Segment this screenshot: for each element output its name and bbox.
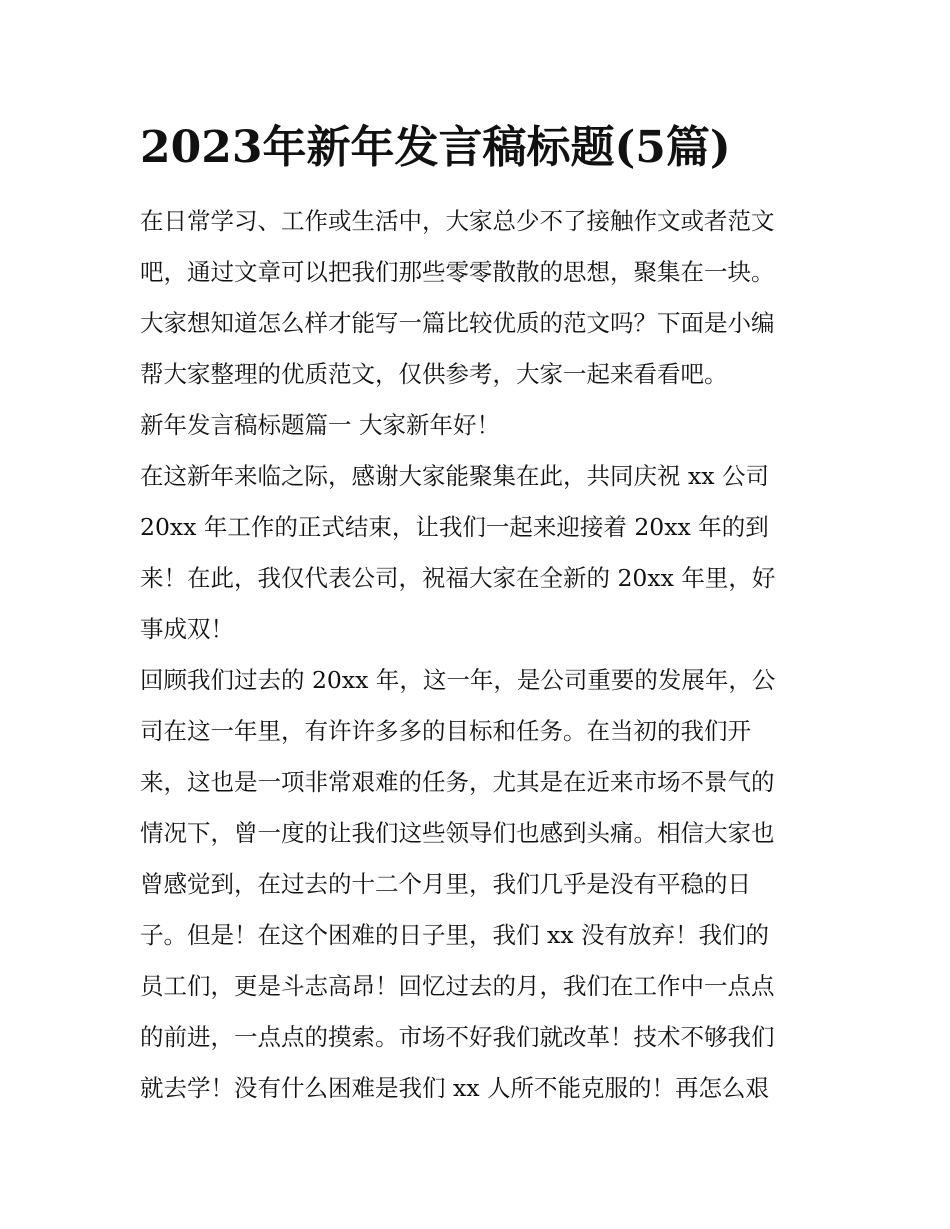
section-heading: 新年发言稿标题篇一 大家新年好！ — [140, 411, 500, 439]
body-line: 在日常学习、工作或生活中，大家总少不了接触作文或者范文 — [140, 207, 775, 235]
body-line: 司在这一年里，有许许多多的目标和任务。在当初的我们开 — [140, 717, 751, 745]
document-body — [140, 196, 820, 1114]
body-line: 回顾我们过去的 20xx 年，这一年，是公司重要的发展年，公 — [140, 666, 776, 694]
body-line: 在这新年来临之际，感谢大家能聚集在此，共同庆祝 xx 公司 — [140, 462, 769, 490]
body-line: 吧，通过文章可以把我们那些零零散散的思想，聚集在一块。 — [140, 258, 775, 286]
body-line: 帮大家整理的优质范文，仅供参考，大家一起来看看吧。 — [140, 360, 728, 388]
body-line: 大家想知道怎么样才能写一篇比较优质的范文吗？下面是小编 — [140, 309, 775, 337]
body-line: 子。但是！在这个困难的日子里，我们 xx 没有放弃！我们的 — [140, 921, 769, 949]
body-line: 来！在此，我仅代表公司，祝福大家在全新的 20xx 年里，好 — [140, 564, 776, 592]
document-title: 2023年新年发言稿标题(5篇) — [140, 122, 731, 173]
body-line: 员工们，更是斗志高昂！回忆过去的月，我们在工作中一点点 — [140, 972, 775, 1000]
body-line: 事成双！ — [140, 615, 234, 643]
body-line: 曾感觉到，在过去的十二个月里，我们几乎是没有平稳的日 — [140, 870, 751, 898]
body-line: 情况下，曾一度的让我们这些领导们也感到头痛。相信大家也 — [140, 819, 775, 847]
body-line: 20xx 年工作的正式结束，让我们一起来迎接着 20xx 年的到 — [140, 513, 769, 541]
body-line: 就去学！没有什么困难是我们 xx 人所不能克服的！再怎么艰 — [140, 1074, 769, 1102]
body-line: 的前进，一点点的摸索。市场不好我们就改革！技术不够我们 — [140, 1023, 775, 1051]
body-line: 来，这也是一项非常艰难的任务，尤其是在近来市场不景气的 — [140, 768, 775, 796]
